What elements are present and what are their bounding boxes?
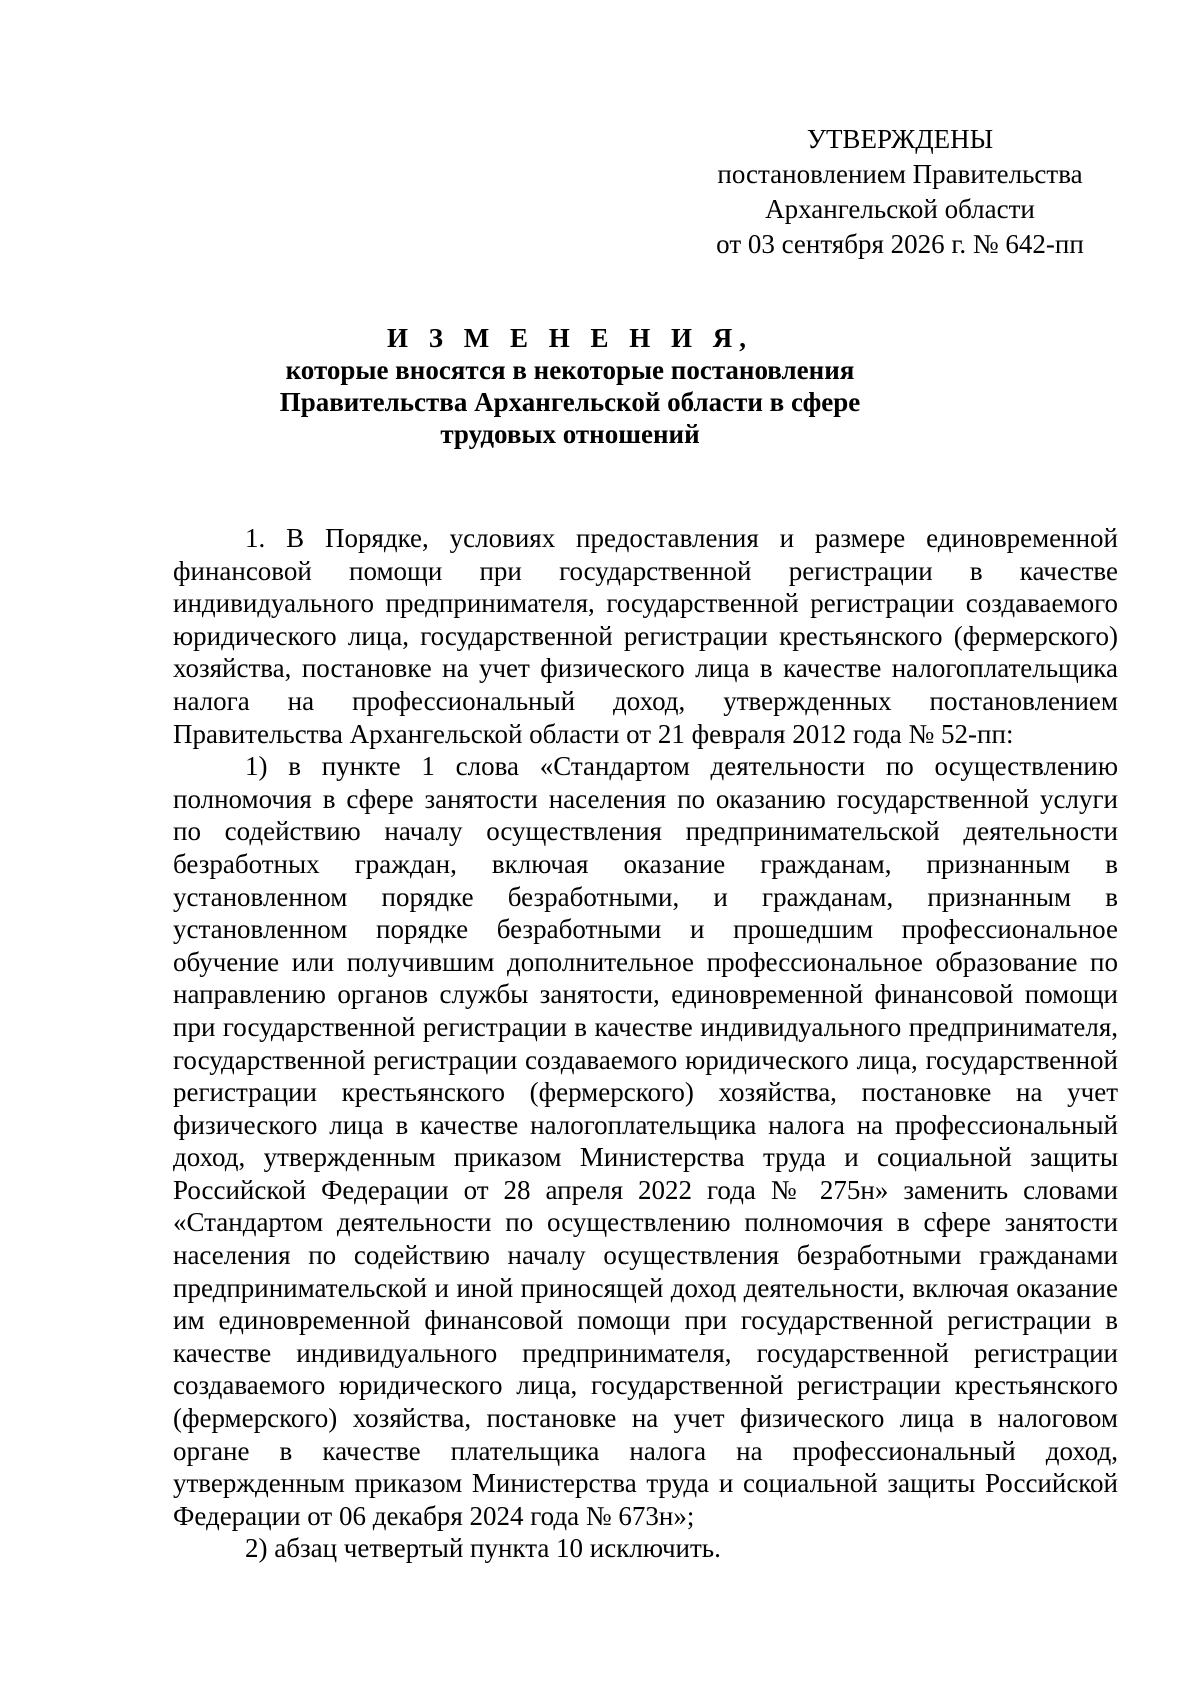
paragraph-2: 1) в пункте 1 слова «Стандартом деятельности по осуществлению полномочия в сфере занятости населения по оказанию государственной услуги по содействию началу осуществления предпринимательской деятельности безработных граждан, включая оказание гражданам, признанным в установленном порядке безработными, и гражданам, признанным в установленном порядке безработными и прошедшим профессиональное обучение или получившим дополнительное профессиональное образование по направлению органов службы занятости, единовременной финансовой помощи при государственной регистрации в качестве индивидуального предпринимателя, государственной регистрации создаваемого юридического лица, государственной регистрации крестьянского (фермерского) хозяйства, постановке на учет физического лица в качестве налогоплательщика налога на профессиональный доход, утвержденным приказом Министерства труда и социальной защиты Российской Федерации от 28 апреля 2022 года № 275н» заменить словами «Стандартом деятельности по осуществлению полномочия в сфере занятости населения по содействию началу осуществления безработными гражданами предпринимательской и иной приносящей доход деятельности, включая оказание им единовременной финансовой помощи при государственной регистрации в качестве индивидуального предпринимателя, государственной регистрации создаваемого юридического лица, государственной регистрации крестьянского (фермерского) хозяйства, постановке на учет физического лица в налоговом органе в качестве плательщика налога на профессиональный доход, утвержденным приказом Министерства труда и социальной защиты Российской Федерации от 06 декабря 2024 года № 673н»; bbox=[173, 751, 1118, 1531]
title-line-1: которые вносятся в некоторые постановления bbox=[285, 355, 855, 385]
paragraph-3: 2) абзац четвертый пункта 10 исключить. bbox=[245, 1533, 721, 1564]
approval-status: УТВЕРЖДЕНЫ bbox=[806, 124, 994, 154]
document-body bbox=[173, 522, 1118, 1565]
approval-stamp bbox=[690, 122, 1110, 262]
approval-region: Архангельской области bbox=[765, 194, 1035, 224]
approval-date-number: от 03 сентября 2026 г. № 642-пп bbox=[716, 229, 1084, 259]
title-line-2: Правительства Архангельской области в сфере bbox=[279, 387, 861, 417]
paragraph-1: 1. В Порядке, условиях предоставления и размере единовременной финансовой помощи при государственной регистрации в качестве индивидуального предпринимателя, государственной регистрации создаваемого юридического лица, государственной регистрации крестьянского (фермерского) хозяйства, постановке на учет физического лица в качестве налогоплательщика налога на профессиональный доход, утвержденных постановлением Правительства Архангельской области от 21 февраля 2012 года № 52-пп: bbox=[173, 523, 1118, 749]
approval-authority: постановлением Правительства bbox=[717, 159, 1083, 189]
title-line-3: трудовых отношений bbox=[440, 419, 700, 449]
title-heading: И З М Е Н Е Н И Я, bbox=[386, 323, 753, 353]
document-title bbox=[170, 322, 970, 450]
